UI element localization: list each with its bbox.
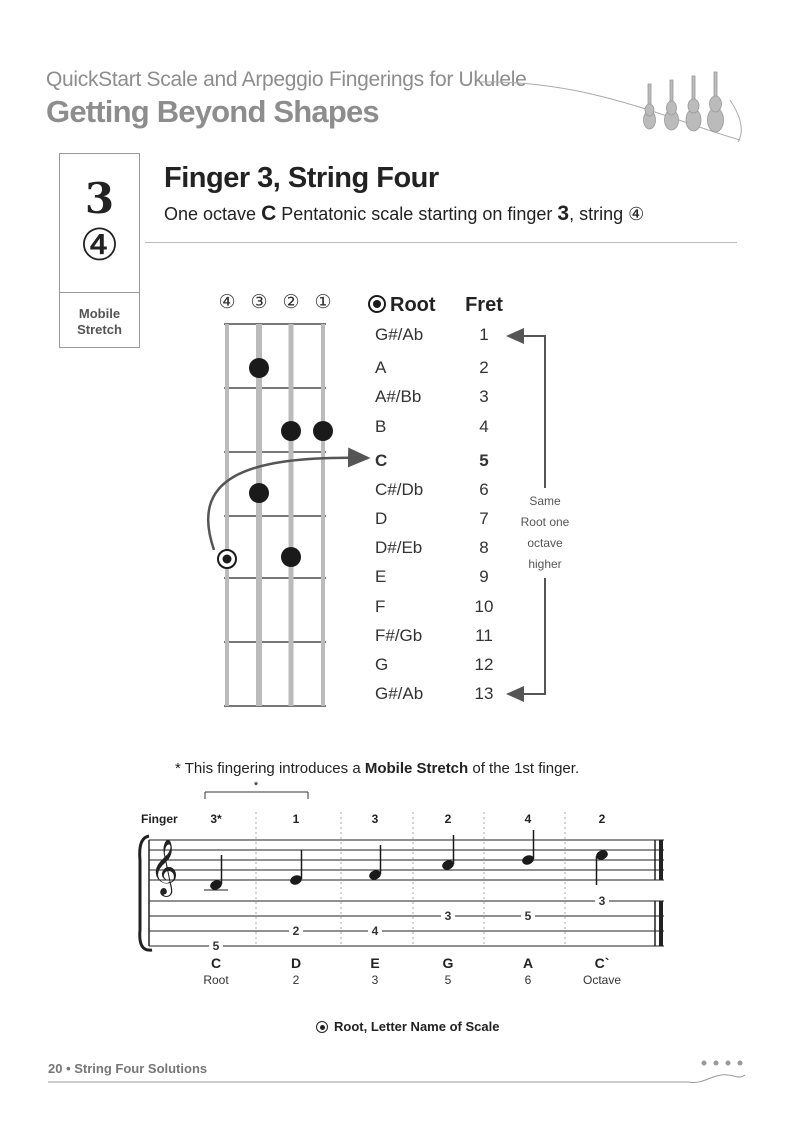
badge-string: ④ [79, 220, 120, 271]
root-header [369, 294, 436, 316]
fret-number: 1 [479, 325, 489, 344]
scale-degree: 5 [444, 973, 452, 987]
string-label-1: ① [314, 292, 332, 313]
page-title: Getting Beyond Shapes [46, 94, 379, 129]
note-letter: C [210, 955, 222, 971]
fret-number: 4 [479, 417, 489, 436]
series-title: QuickStart Scale and Arpeggio Fingerings for Ukulele [46, 68, 527, 91]
fret-number: 7 [479, 509, 489, 528]
svg-text:Root: Root [390, 294, 436, 316]
note-name: G#/Ab [375, 325, 424, 344]
fret-number: 2 [479, 358, 489, 377]
finger-dot [249, 358, 269, 378]
string-labels [218, 292, 331, 313]
scale-degree: Octave [582, 973, 622, 987]
stretch-mark: * [253, 780, 259, 792]
root-marker [218, 550, 236, 568]
tab-number: 4 [371, 924, 379, 938]
scale-degree: Root [203, 973, 229, 987]
stretch-bracket [205, 792, 308, 799]
string-label-2: ② [282, 292, 300, 313]
note-name: F#/Gb [375, 626, 423, 645]
finger-number: 3* [210, 812, 222, 826]
tab-number: 3 [598, 894, 606, 908]
tab-number: 2 [292, 924, 300, 938]
root-marker-icon [316, 1021, 328, 1033]
finger-number: 4 [524, 812, 532, 826]
fret-column [475, 325, 494, 703]
note-name: F [375, 597, 386, 616]
fret-number: 9 [479, 567, 489, 586]
string-label-4: ④ [218, 292, 236, 313]
treble-clef-icon: 𝄞 [150, 841, 179, 894]
section-subtitle: One octave C Pentatonic scale starting on finger 3, string ④ [164, 202, 645, 225]
badge-label: Mobile Stretch [77, 306, 122, 337]
note-name: B [375, 417, 387, 436]
fret-number: 11 [475, 626, 493, 645]
fret-number: 5 [479, 451, 489, 470]
fret-number: 13 [474, 684, 494, 703]
header-decoration [470, 60, 760, 155]
note-letter: E [370, 955, 380, 971]
note-name: A [375, 358, 387, 377]
fret-number: 12 [474, 655, 494, 674]
note-letter: G [442, 955, 454, 971]
footer-label: 20 • String Four Solutions [48, 1061, 208, 1076]
scale-degree: 3 [371, 973, 379, 987]
note-name: D#/Eb [375, 538, 423, 557]
note-letter: D [290, 955, 302, 971]
note-letter: A [522, 955, 534, 971]
scale-degree: 2 [292, 973, 300, 987]
finger-dot [313, 421, 333, 441]
note-column [375, 325, 423, 703]
tab-number: 5 [212, 939, 220, 953]
string-label-3: ③ [250, 292, 268, 313]
note-name: E [375, 567, 387, 586]
note-name: C#/Db [375, 480, 424, 499]
finger-number: 1 [292, 812, 300, 826]
fret-number: 10 [474, 597, 494, 616]
section-heading: Finger 3, String Four [164, 162, 439, 194]
mobile-stretch-note: * This fingering introduces a Mobile Stretch of the 1st finger. [175, 760, 580, 777]
finger-number: 3 [371, 812, 379, 826]
notation-staff [0, 780, 794, 995]
tab-number: 3 [444, 909, 452, 923]
note-name: D [375, 509, 388, 528]
dots-icon [702, 1061, 743, 1066]
note-name: A#/Bb [375, 387, 422, 406]
fret-number: 3 [479, 387, 489, 406]
finger-number: 2 [598, 812, 606, 826]
finger-label: Finger [141, 812, 178, 826]
fret-number: 6 [479, 480, 489, 499]
note-name: G#/Ab [375, 684, 424, 703]
note-letter: C` [594, 955, 610, 971]
bracket-text [521, 494, 570, 571]
tab-staff [149, 901, 664, 946]
heading-rule [145, 242, 737, 243]
note-name: C [375, 451, 388, 470]
svg-text:octave: octave [527, 536, 563, 550]
fretboard-diagram [0, 280, 794, 720]
note-name: G [375, 655, 389, 674]
fret-header: Fret [465, 294, 503, 316]
finger-dot [249, 483, 269, 503]
finger-number: 2 [444, 812, 452, 826]
badge-finger: 3 [84, 174, 115, 223]
legend: Root, Letter Name of Scale [316, 1019, 499, 1034]
octave-arrow [208, 458, 368, 550]
tab-number: 5 [524, 909, 532, 923]
standard-staff [149, 840, 664, 890]
scale-degree: 6 [524, 973, 532, 987]
svg-text:higher: higher [528, 557, 562, 571]
fret-number: 8 [479, 538, 489, 557]
svg-text:Same: Same [529, 494, 561, 508]
finger-dot [281, 547, 301, 567]
fret-lines [224, 324, 326, 706]
svg-text:Root one: Root one [520, 515, 570, 529]
four-ukuleles-icon [644, 72, 724, 132]
finger-dot [281, 421, 301, 441]
final-barline [655, 840, 661, 946]
